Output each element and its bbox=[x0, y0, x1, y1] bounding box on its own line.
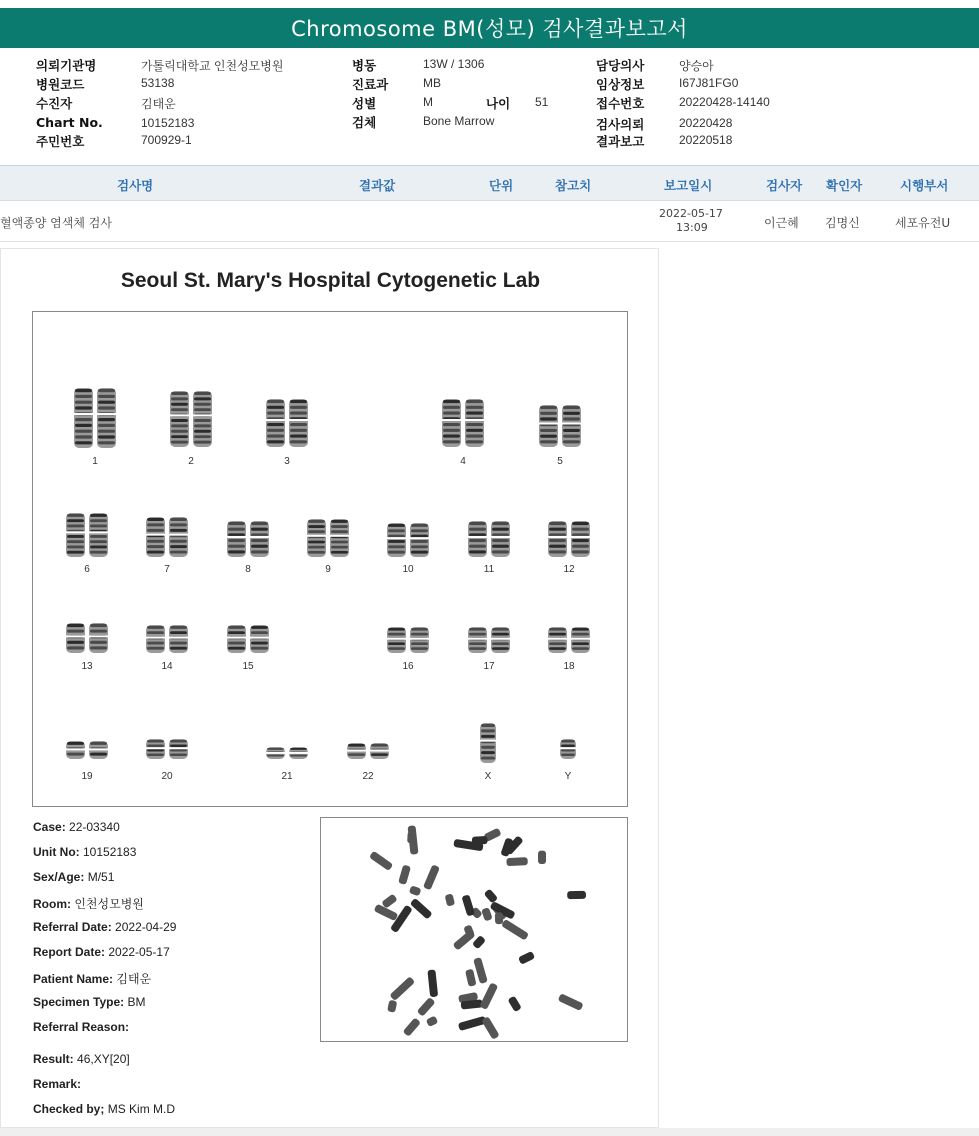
chromosome-22 bbox=[346, 742, 390, 760]
header-confirmer: 확인자 bbox=[826, 178, 863, 193]
metaphase-chromosome bbox=[458, 1016, 487, 1031]
metaphase-chromosome bbox=[538, 851, 546, 864]
info-value: 가톨릭대학교 인천성모병원 bbox=[141, 59, 284, 73]
age-value: 51 bbox=[535, 95, 549, 109]
chromosome-label: 15 bbox=[242, 661, 254, 672]
chromosome-label: X bbox=[484, 771, 492, 782]
info-label: 성별 bbox=[352, 96, 377, 111]
info-value: I67J81FG0 bbox=[679, 76, 739, 90]
chromosome-X bbox=[478, 722, 498, 764]
info-value: 53138 bbox=[141, 76, 175, 90]
chromosome-label: 14 bbox=[161, 661, 173, 672]
karyogram bbox=[32, 311, 628, 807]
header-test-name: 검사명 bbox=[117, 178, 154, 193]
metaphase-chromosome bbox=[407, 831, 416, 843]
metaphase-chromosome bbox=[398, 865, 411, 885]
chromosome-label: 8 bbox=[245, 564, 251, 575]
chromosome-2 bbox=[169, 390, 213, 448]
chromosome-label: 11 bbox=[483, 564, 495, 575]
case-info-unit: Unit No: 10152183 bbox=[33, 845, 137, 859]
header-tester: 검사자 bbox=[766, 178, 803, 193]
info-label: 접수번호 bbox=[596, 96, 645, 111]
metaphase-chromosome bbox=[567, 891, 586, 899]
row-test-name: 혈액종양 염색체 검사 bbox=[0, 216, 112, 230]
chromosome-label: 9 bbox=[325, 564, 331, 575]
chromosome-label: 19 bbox=[81, 771, 93, 782]
chromosome-19 bbox=[65, 740, 109, 760]
header-unit: 단위 bbox=[489, 178, 514, 193]
case-info-report-date: Report Date: 2022-05-17 bbox=[33, 945, 170, 959]
info-label: 담당의사 bbox=[596, 58, 645, 73]
row-confirmer: 김명신 bbox=[825, 216, 860, 230]
chromosome-label: 5 bbox=[557, 456, 563, 467]
metaphase-chromosome bbox=[518, 951, 535, 965]
info-value: 700929-1 bbox=[141, 133, 192, 147]
header-reference: 참고치 bbox=[555, 178, 592, 193]
chromosome-Y bbox=[558, 738, 578, 760]
metaphase-chromosome bbox=[472, 935, 486, 949]
metaphase-chromosome bbox=[501, 919, 529, 941]
chromosome-20 bbox=[145, 738, 189, 760]
metaphase-chromosome bbox=[369, 851, 393, 871]
metaphase-chromosome bbox=[409, 885, 422, 896]
chromosome-7 bbox=[145, 516, 189, 558]
info-label: 주민번호 bbox=[36, 134, 85, 149]
chromosome-label: 17 bbox=[483, 661, 495, 672]
metaphase-chromosome bbox=[387, 1000, 397, 1013]
results-table-header bbox=[0, 165, 979, 201]
chromosome-11 bbox=[467, 520, 511, 558]
info-label: 진료과 bbox=[352, 77, 389, 92]
metaphase-chromosome bbox=[417, 997, 436, 1017]
table-row[interactable] bbox=[0, 201, 979, 242]
metaphase-chromosome bbox=[507, 996, 521, 1013]
chromosome-label: 22 bbox=[362, 771, 374, 782]
lab-title: Seoul St. Mary's Hospital Cytogenetic Lab bbox=[120, 269, 541, 292]
row-tester: 이근혜 bbox=[764, 216, 799, 230]
karyotype-report bbox=[0, 248, 659, 1128]
info-label: 검사의뢰 bbox=[596, 117, 645, 132]
metaphase-chromosome bbox=[423, 864, 440, 890]
info-value: 양승아 bbox=[679, 59, 714, 73]
metaphase-chromosome bbox=[484, 889, 499, 904]
case-info-room: Room: 인천성모병원 bbox=[33, 897, 144, 911]
case-info-result: Result: 46,XY[20] bbox=[33, 1052, 130, 1066]
metaphase-chromosome bbox=[426, 1015, 439, 1027]
info-value: Bone Marrow bbox=[423, 114, 495, 128]
case-info-specimen: Specimen Type: BM bbox=[33, 995, 146, 1009]
chromosome-18 bbox=[547, 626, 591, 654]
chromosome-13 bbox=[65, 622, 109, 654]
chromosome-label: 16 bbox=[402, 661, 414, 672]
metaphase-chromosome bbox=[410, 898, 433, 920]
page-title: Chromosome BM(성모) 검사결과보고서 bbox=[0, 8, 979, 48]
chromosome-10 bbox=[386, 522, 430, 558]
info-value: 김태운 bbox=[141, 97, 176, 111]
chromosome-17 bbox=[467, 626, 511, 654]
chromosome-3 bbox=[265, 398, 309, 448]
metaphase-chromosome bbox=[445, 893, 456, 906]
info-label: 결과보고 bbox=[596, 134, 645, 149]
header-department: 시행부서 bbox=[900, 178, 949, 193]
chromosome-label: 10 bbox=[402, 564, 414, 575]
chromosome-label: 4 bbox=[460, 456, 466, 467]
metaphase-chromosome bbox=[506, 857, 528, 866]
chromosome-label: 12 bbox=[563, 564, 575, 575]
metaphase-chromosome bbox=[495, 912, 503, 924]
chromosome-label: 7 bbox=[164, 564, 170, 575]
chromosome-8 bbox=[226, 520, 270, 558]
chromosome-label: 18 bbox=[563, 661, 575, 672]
info-value: 13W / 1306 bbox=[423, 57, 485, 71]
info-value: 20220518 bbox=[679, 133, 733, 147]
header-result: 결과값 bbox=[359, 178, 396, 193]
row-date: 2022-05-17 bbox=[659, 207, 723, 220]
info-value: 20220428-14140 bbox=[679, 95, 770, 109]
patient-info bbox=[0, 56, 979, 164]
metaphase-chromosome bbox=[558, 993, 584, 1011]
age-label: 나이 bbox=[486, 96, 511, 111]
chromosome-label: Y bbox=[564, 771, 572, 782]
chromosome-label: 6 bbox=[84, 564, 90, 575]
chromosome-4 bbox=[441, 398, 485, 448]
info-label: 병동 bbox=[352, 58, 377, 73]
case-info-patient-name: Patient Name: 김태운 bbox=[33, 972, 152, 986]
chromosome-21 bbox=[265, 746, 309, 760]
metaphase-image bbox=[320, 817, 628, 1042]
info-label: 의뢰기관명 bbox=[36, 58, 97, 73]
info-value: 20220428 bbox=[679, 116, 733, 130]
metaphase-chromosome bbox=[465, 969, 477, 987]
info-label: 수진자 bbox=[36, 96, 73, 111]
metaphase-chromosome bbox=[403, 1017, 421, 1037]
info-value: M bbox=[423, 95, 433, 109]
chromosome-15 bbox=[226, 624, 270, 654]
metaphase-chromosome bbox=[381, 894, 397, 909]
row-department: 세포유전U bbox=[895, 216, 951, 230]
info-label: 검체 bbox=[352, 115, 377, 130]
info-label: Chart No. bbox=[36, 115, 103, 130]
metaphase-chromosome bbox=[427, 969, 438, 997]
chromosome-label: 21 bbox=[281, 771, 293, 782]
case-info-checked-by: Checked by; MS Kim M.D bbox=[33, 1102, 176, 1116]
metaphase-chromosome bbox=[479, 982, 498, 1010]
chromosome-label: 1 bbox=[92, 456, 98, 467]
metaphase-chromosome bbox=[481, 907, 493, 921]
chromosome-6 bbox=[65, 512, 109, 558]
header-report-date: 보고일시 bbox=[664, 178, 713, 193]
case-info-sex-age: Sex/Age: M/51 bbox=[33, 870, 115, 884]
info-label: 병원코드 bbox=[36, 77, 85, 92]
row-time: 13:09 bbox=[676, 221, 708, 234]
info-label: 임상정보 bbox=[596, 77, 645, 92]
case-info-referral-reason: Referral Reason: bbox=[33, 1020, 130, 1034]
chromosome-label: 3 bbox=[284, 456, 290, 467]
chromosome-16 bbox=[386, 626, 430, 654]
metaphase-chromosome bbox=[481, 1016, 500, 1040]
case-info-remark: Remark: bbox=[33, 1077, 82, 1091]
case-info-referral-date: Referral Date: 2022-04-29 bbox=[33, 920, 177, 934]
chromosome-5 bbox=[538, 404, 582, 448]
chromosome-12 bbox=[547, 520, 591, 558]
chromosome-label: 2 bbox=[188, 456, 194, 467]
chromosome-label: 13 bbox=[81, 661, 93, 672]
metaphase-chromosome bbox=[389, 976, 415, 1001]
chromosome-label: 20 bbox=[161, 771, 173, 782]
page-bottom-bar bbox=[0, 1128, 979, 1136]
info-value: MB bbox=[423, 76, 441, 90]
chromosome-14 bbox=[145, 624, 189, 654]
metaphase-chromosome bbox=[461, 894, 475, 916]
info-value: 10152183 bbox=[141, 116, 195, 130]
chromosome-9 bbox=[306, 518, 350, 558]
chromosome-1 bbox=[73, 387, 117, 449]
case-info-case: Case: 22-03340 bbox=[33, 820, 120, 834]
metaphase-chromosome bbox=[452, 929, 475, 950]
metaphase-spread bbox=[321, 818, 627, 1041]
